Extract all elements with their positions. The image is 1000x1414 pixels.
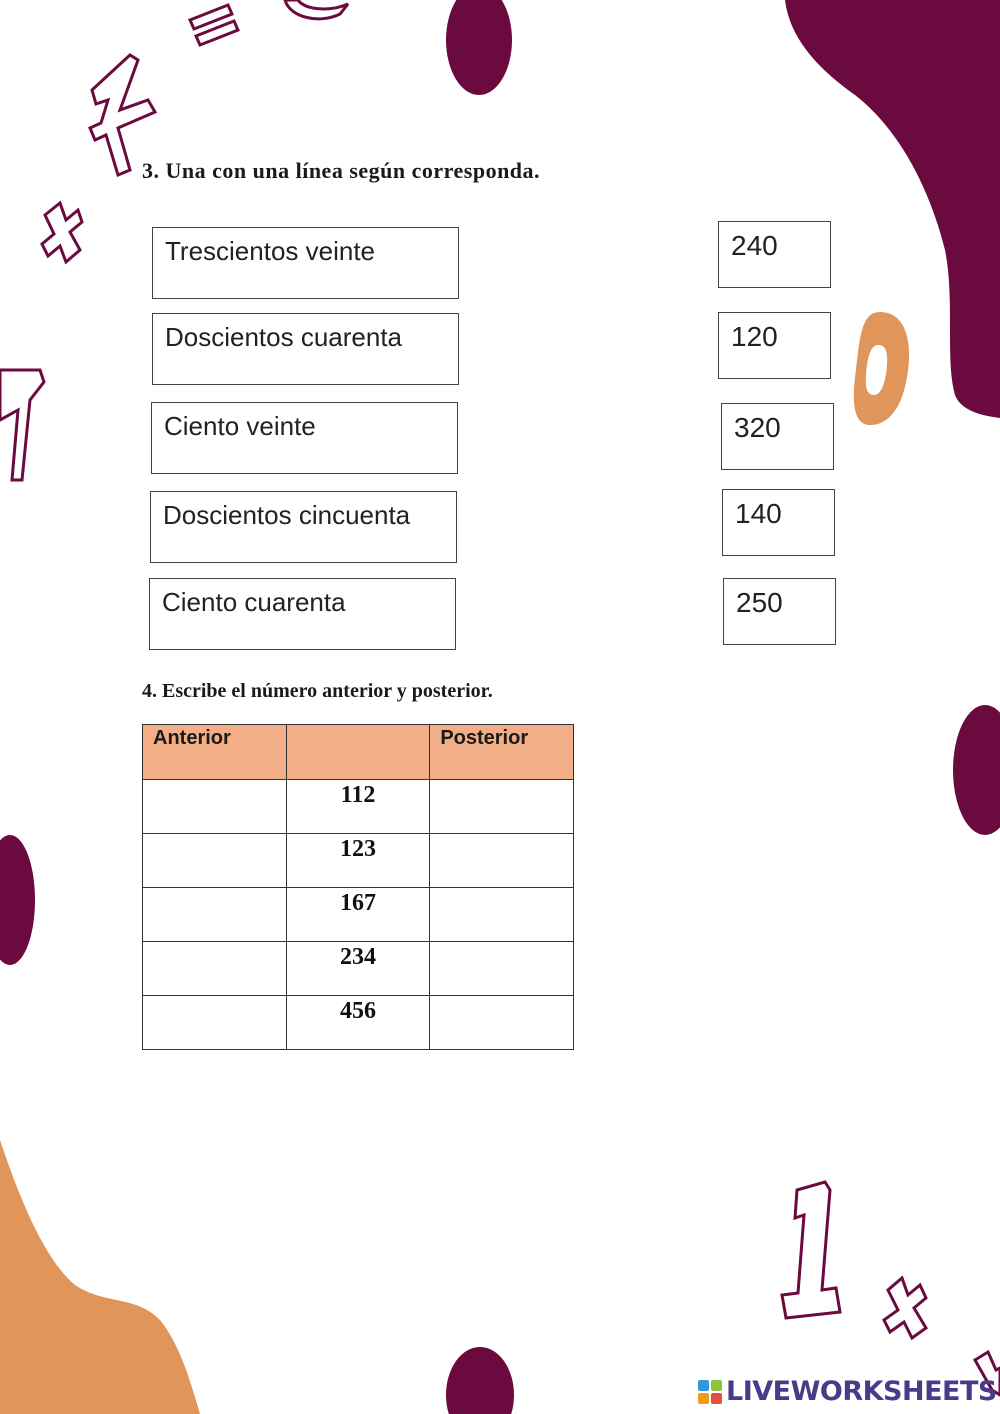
maroon-blob-bottom [446, 1347, 514, 1414]
posterior-input[interactable] [440, 944, 567, 990]
number-cell: 112 [286, 780, 430, 834]
posterior-cell[interactable] [430, 834, 574, 888]
x-symbol-outline [42, 203, 82, 262]
header-middle [286, 725, 430, 780]
brand-name: LIVEWORKSHEETS [726, 1376, 997, 1407]
word-box-1[interactable]: Trescientos veinte [152, 227, 459, 299]
anterior-cell[interactable] [143, 888, 287, 942]
maroon-blob-right [953, 705, 1000, 835]
word-box-3[interactable]: Ciento veinte [151, 402, 458, 474]
table-row [143, 996, 574, 1050]
anterior-cell[interactable] [143, 780, 287, 834]
header-anterior: Anterior [143, 725, 287, 780]
word-box-2[interactable]: Doscientos cuarenta [152, 313, 459, 385]
anterior-input[interactable] [153, 944, 280, 990]
x-symbol-bottom-outline [884, 1278, 926, 1338]
number-cell: 123 [286, 834, 430, 888]
equals-symbol-outline [190, 5, 238, 45]
anterior-cell[interactable] [143, 942, 287, 996]
word-box-5[interactable]: Ciento cuarenta [149, 578, 456, 650]
posterior-cell[interactable] [430, 942, 574, 996]
table-row [143, 780, 574, 834]
anterior-input[interactable] [153, 998, 280, 1044]
anterior-input[interactable] [153, 890, 280, 936]
math-symbols-bottom-right [782, 1182, 1000, 1395]
posterior-input[interactable] [440, 998, 567, 1044]
anterior-posterior-table [142, 724, 574, 1050]
table-row [143, 834, 574, 888]
posterior-cell[interactable] [430, 888, 574, 942]
posterior-cell[interactable] [430, 780, 574, 834]
section-3-title: 3. Una con una línea según corresponda. [142, 158, 541, 183]
number-box-4[interactable]: 140 [722, 489, 835, 556]
table-header-row [143, 725, 574, 780]
one-symbol-outline [90, 55, 155, 175]
one-symbol-left-outline [0, 370, 44, 480]
word-box-4[interactable]: Doscientos cincuenta [150, 491, 457, 563]
posterior-cell[interactable] [430, 996, 574, 1050]
number-box-3[interactable]: 320 [721, 403, 834, 470]
one-symbol-bottom-outline [782, 1182, 840, 1318]
maroon-blob-top [446, 0, 512, 95]
orange-blob-bottom-left [0, 1140, 200, 1414]
number-cell: 167 [286, 888, 430, 942]
number-cell: 456 [286, 996, 430, 1050]
anterior-input[interactable] [153, 782, 280, 828]
table-row [143, 888, 574, 942]
orange-zero-shape [854, 312, 909, 425]
anterior-cell[interactable] [143, 996, 287, 1050]
zero-symbol-outline [285, 0, 348, 19]
number-cell: 234 [286, 942, 430, 996]
anterior-cell[interactable] [143, 834, 287, 888]
number-box-1[interactable]: 240 [718, 221, 831, 288]
number-box-2[interactable]: 120 [718, 312, 831, 379]
liveworksheets-logo-icon [698, 1380, 722, 1404]
table-row [143, 942, 574, 996]
header-posterior: Posterior [430, 725, 574, 780]
posterior-input[interactable] [440, 836, 567, 882]
posterior-input[interactable] [440, 782, 567, 828]
number-box-5[interactable]: 250 [723, 578, 836, 645]
liveworksheets-brand[interactable] [698, 1376, 997, 1407]
maroon-blob-left [0, 835, 35, 965]
posterior-input[interactable] [440, 890, 567, 936]
anterior-input[interactable] [153, 836, 280, 882]
section-4-title: 4. Escribe el número anterior y posterior. [142, 680, 493, 702]
